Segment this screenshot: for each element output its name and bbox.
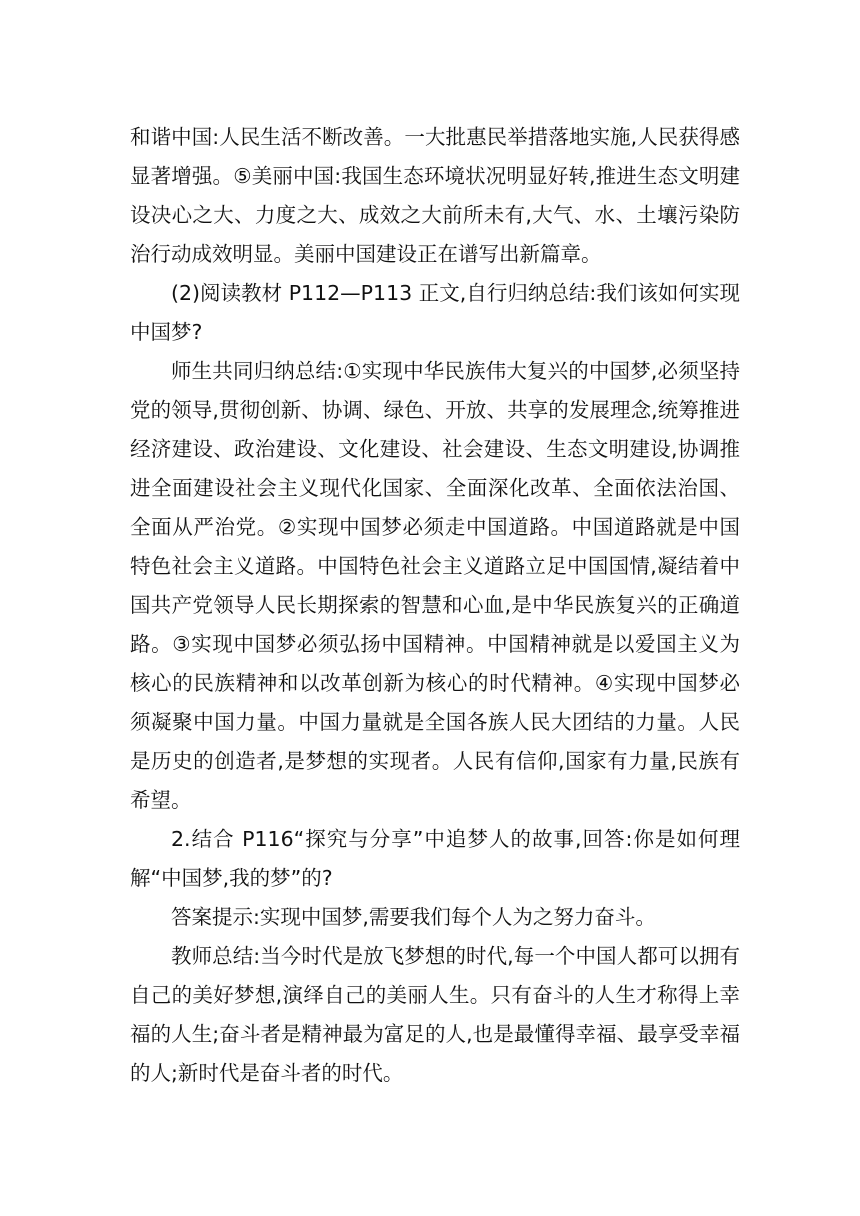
paragraph-answer-hint: 答案提示:实现中国梦,需要我们每个人为之努力奋斗。 (171, 905, 656, 929)
paragraph-teacher-summary: 教师总结:当今时代是放飞梦想的时代,每一个中国人都可以拥有自己的美好梦想,演绎自己的美丽人生。只有奋斗的人生才称得上幸福的人生;奋斗者是精神最为富足的人,也是最懂得幸福、最享受幸福的人;新时代是奋斗者的时代。 (130, 944, 740, 1085)
paragraph-question-how-to-realize: (2)阅读教材 P112—P113 正文,自行归纳总结:我们该如何实现中国梦? (130, 281, 740, 344)
paragraph-harmonious-beautiful-china: 和谐中国:人民生活不断改善。一大批惠民举措落地实施,人民获得感显著增强。⑤美丽中国:我国生态环境状况明显好转,推进生态文明建设决心之大、力度之大、成效之大前所未有,大气、水、土壤污染防治行动成效明显。美丽中国建设正在谱写出新篇章。 (130, 125, 740, 266)
paragraph-joint-summary: 师生共同归纳总结:①实现中华民族伟大复兴的中国梦,必须坚持党的领导,贯彻创新、协调、绿色、开放、共享的发展理念,统筹推进经济建设、政治建设、文化建设、社会建设、生态文明建设,协调推进全面建设社会主义现代化国家、全面深化改革、全面依法治国、全面从严治党。②实现中国梦必须走中国道路。中国道路就是中国特色社会主义道路。中国特色社会主义道路立足中国国情,凝结着中国共产党领导人民长期探索的智慧和心血,是中华民族复兴的正确道路。③实现中国梦必须弘扬中国精神。中国精神就是以爱国主义为核心的民族精神和以改革创新为核心的时代精神。④实现中国梦必须凝聚中国力量。中国力量就是全国各族人民大团结的力量。人民是历史的创造者,是梦想的实现者。人民有信仰,国家有力量,民族有希望。 (130, 359, 740, 812)
paragraph-question-2: 2.结合 P116“探究与分享”中追梦人的故事,回答:你是如何理解“中国梦,我的梦”的? (130, 827, 740, 890)
